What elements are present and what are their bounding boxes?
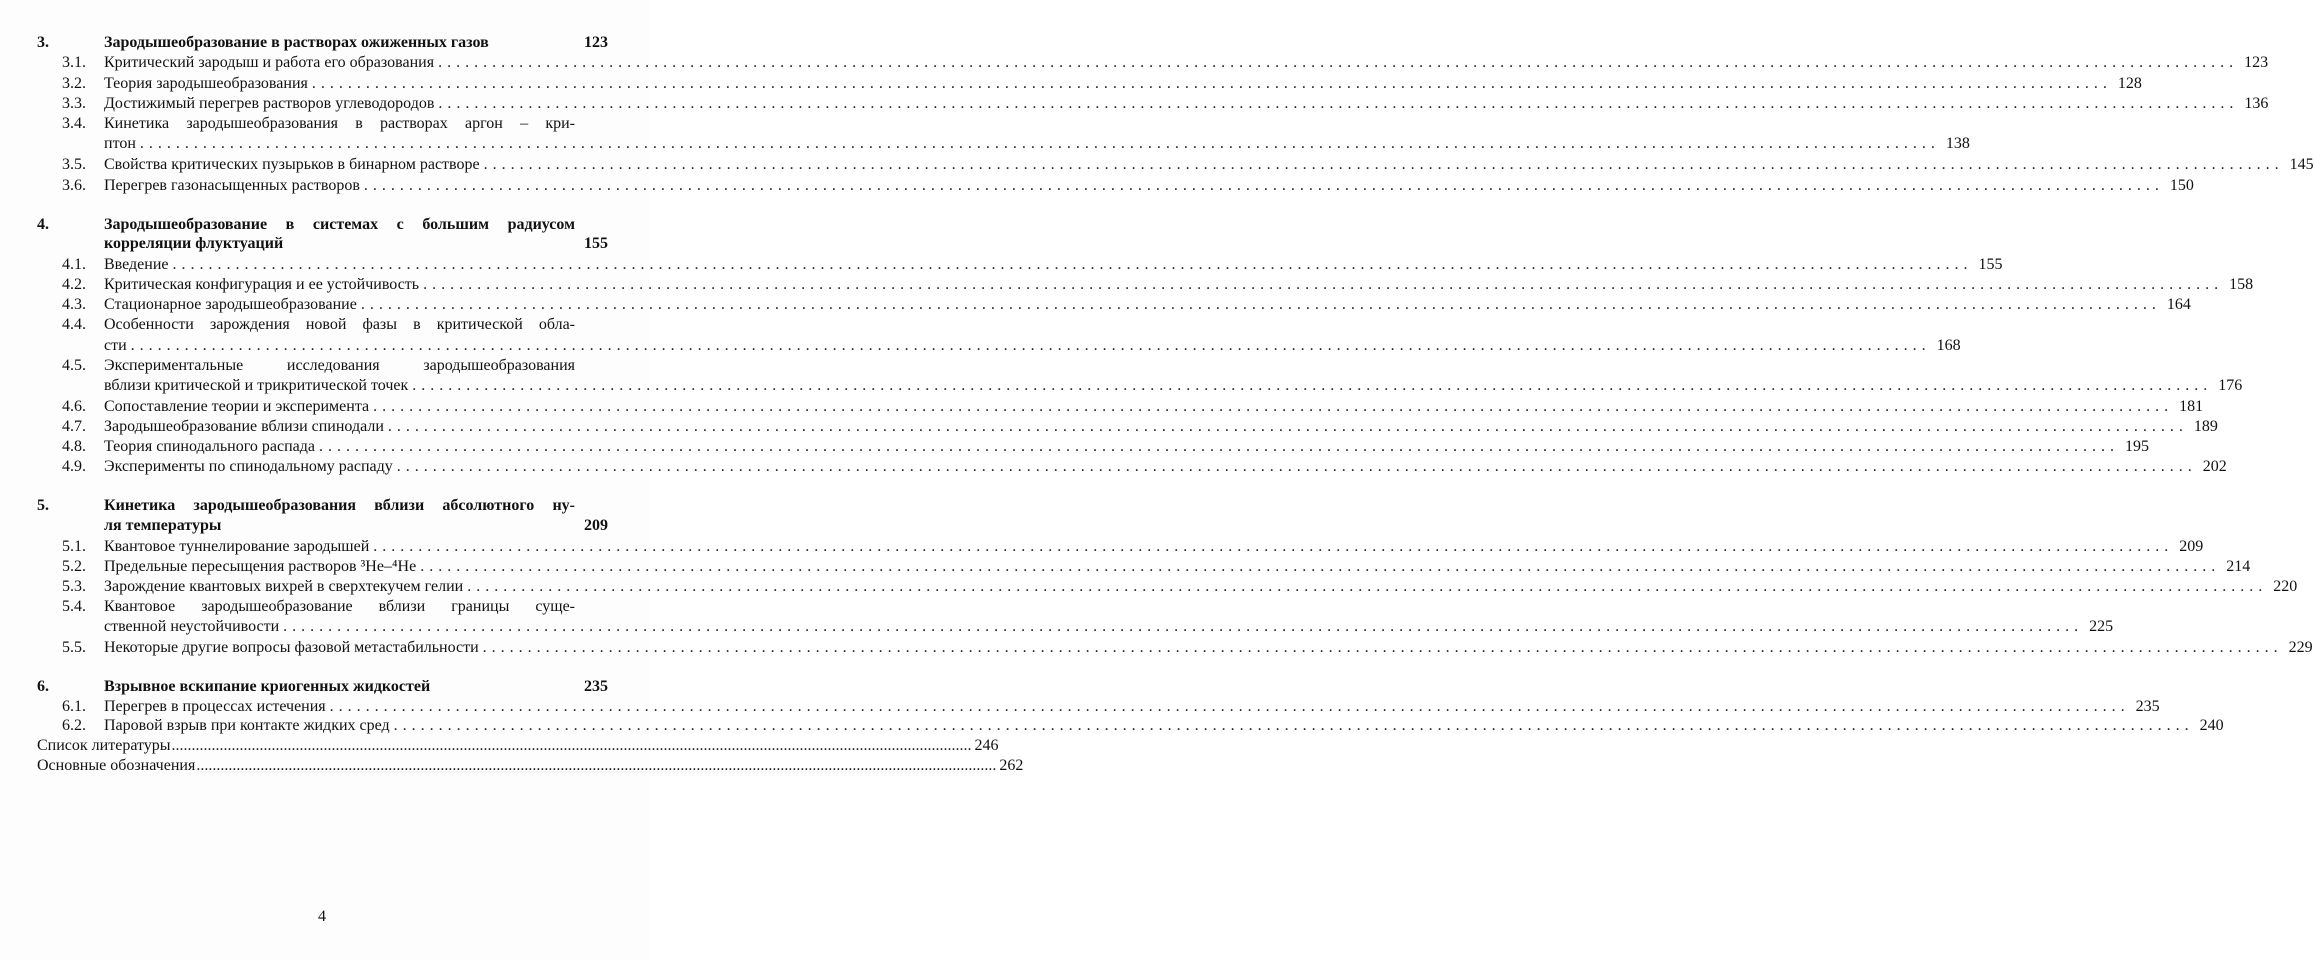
toc-entry[interactable] [0,716,2224,736]
toc-entry[interactable] [0,496,649,516]
dot-leader: ........................................................................................................................................................................................................ [423,276,2224,293]
entry-number: 6. [37,678,49,695]
entry-title: Сопоставление теории и эксперимента [104,398,370,415]
dot-leader: ........................................................................................................................................................................................................ [311,75,2112,92]
page-ref: 136 [2244,95,2269,112]
dot-leader: ........................................................................................................................................................................................................ [373,398,2174,415]
entry-number: 3. [37,34,49,51]
toc-entry[interactable] [0,94,2269,114]
toc-entry[interactable] [0,557,2251,577]
entry-title: ственной неустойчивости [104,618,280,635]
entry-number: 3.2. [62,75,86,92]
toc-entry[interactable] [0,437,2150,457]
dot-leader: ........................................................................................................................................................................................................ [363,177,2164,194]
page-ref: 225 [2089,618,2114,635]
dot-leader: ........................................................................................................................................................................................................ [483,156,2284,173]
page-ref: 128 [2117,75,2142,92]
entry-title: Основные обозначения [37,757,196,774]
dot-leader: ........................................................................................................................................................................................................ [171,737,972,754]
toc-entry[interactable] [0,537,2204,557]
entry-title: Особенности зарождения новой фазы в критической обла- [104,316,575,333]
entry-title: Зародышеобразование вблизи спинодали [104,418,384,435]
entry-title: Теория зародышеобразования [104,75,308,92]
toc-entry-continuation[interactable] [0,234,649,254]
toc-entry[interactable] [0,457,2227,477]
entry-title: Экспериментальные исследования зародышеобразования [104,357,575,374]
entry-title: птон [104,135,136,152]
page-ref: 202 [2202,458,2227,475]
dot-leader: ........................................................................................................................................................................................................ [130,337,1931,354]
dot-leader: ........................................................................................................................................................................................................ [373,538,2174,555]
entry-number: 4.1. [62,256,86,273]
dot-leader: ........................................................................................................................................................................................................ [172,256,1973,273]
entry-title: Достижимый перегрев растворов углеводородов [104,95,435,112]
entry-number: 6.2. [62,717,86,734]
page-ref: 123 [584,34,608,51]
toc-entry[interactable] [0,397,2204,417]
page-ref: 145 [2289,156,2314,173]
entry-number: 4.7. [62,418,86,435]
entry-title: Зародышеобразование в растворах ожиженных газов [104,34,489,51]
entry-title: вблизи критической и трикритической точек [104,377,409,394]
page-ref: 189 [2193,418,2218,435]
dot-leader [225,516,578,536]
page-ref: 235 [2135,698,2160,715]
dot-leader: ........................................................................................................................................................................................................ [420,558,2221,575]
entry-title: Квантовое туннелирование зародышей [104,538,370,555]
toc-entry[interactable] [0,597,649,617]
toc-entry-continuation[interactable] [0,516,649,536]
toc-entry[interactable] [0,736,999,756]
entry-title: Перегрев в процессах истечения [104,698,326,715]
entry-title: Некоторые другие вопросы фазовой метастабильности [104,639,479,656]
toc-entry[interactable] [0,255,2003,275]
entry-title: Эксперименты по спинодальному распаду [104,458,393,475]
dot-leader: ........................................................................................................................................................................................................ [467,578,2268,595]
entry-title: сти [104,337,127,354]
toc-entry[interactable] [0,417,2218,437]
toc-entry[interactable] [0,53,2269,73]
toc-entry-continuation[interactable] [0,617,2114,637]
entry-title: Зародышеобразование в системах с большим радиусом [104,216,575,233]
entry-title: Критический зародыш и работа его образования [104,54,435,71]
dot-leader: ........................................................................................................................................................................................................ [438,95,2239,112]
toc-entry[interactable] [0,295,2191,315]
entry-title: Квантовое зародышеобразование вблизи границы суще- [104,598,575,615]
entry-number: 3.6. [62,177,86,194]
entry-title: Список литературы [37,737,171,754]
toc-entry[interactable] [0,275,2254,295]
dot-leader: ........................................................................................................................................................................................................ [360,296,2161,313]
entry-title: ля температуры [104,517,222,534]
entry-number: 5. [37,497,49,514]
entry-title: Критическая конфигурация и ее устойчивость [104,276,420,293]
entry-number: 3.3. [62,95,86,112]
entry-title: Свойства критических пузырьков в бинарном растворе [104,156,480,173]
toc-entry-continuation[interactable] [0,134,1970,154]
entry-title: Перегрев газонасыщенных растворов [104,177,360,194]
entry-number: 5.4. [62,598,86,615]
page-ref: 209 [2179,538,2204,555]
page-ref: 220 [2273,578,2298,595]
entry-number: 4.6. [62,398,86,415]
toc-entry[interactable] [0,176,2194,196]
dot-leader: ........................................................................................................................................................................................................ [438,54,2239,71]
dot-leader: ........................................................................................................................................................................................................ [196,757,997,774]
page-ref: 246 [974,737,999,754]
page-ref: 181 [2179,398,2204,415]
entry-title: Кинетика зародышеобразования вблизи абсолютного ну- [104,497,575,514]
page-ref: 158 [2229,276,2254,293]
page-ref: 209 [584,517,608,534]
entry-title: Стационарное зародышеобразование [104,296,357,313]
dot-leader: ........................................................................................................................................................................................................ [283,618,2084,635]
entry-number: 4.4. [62,316,86,333]
entry-number: 4.3. [62,296,86,313]
page-ref: 176 [2218,377,2243,394]
dot-leader: ........................................................................................................................................................................................................ [319,438,2120,455]
dot-leader: ........................................................................................................................................................................................................ [396,458,2197,475]
entry-title: Введение [104,256,169,273]
toc-entry[interactable] [0,756,1024,776]
dot-leader [493,33,578,53]
entry-number: 5.3. [62,578,86,595]
entry-number: 4.5. [62,357,86,374]
entry-number: 3.1. [62,54,86,71]
entry-title: Теория спинодального распада [104,438,316,455]
entry-number: 3.5. [62,156,86,173]
entry-number: 4.2. [62,276,86,293]
dot-leader: ........................................................................................................................................................................................................ [329,698,2130,715]
dot-leader: ........................................................................................................................................................................................................ [412,377,2213,394]
toc-entry[interactable] [0,74,2142,94]
entry-number: 6.1. [62,698,86,715]
entry-title: Предельные пересыщения растворов ³He–⁴He [104,558,417,575]
entry-title: Паровой взрыв при контакте жидких сред [104,717,390,734]
entry-number: 5.1. [62,538,86,555]
dot-leader: ........................................................................................................................................................................................................ [139,135,1940,152]
toc-entry[interactable] [0,114,649,134]
entry-number: 4.8. [62,438,86,455]
page-ref: 123 [2244,54,2269,71]
dot-leader [287,234,578,254]
dot-leader: ........................................................................................................................................................................................................ [482,639,2283,656]
entry-number: 4. [37,216,49,233]
page-ref: 138 [1945,135,1970,152]
page-ref: 240 [2199,717,2224,734]
toc-entry-continuation[interactable] [0,376,2243,396]
toc-entry-continuation[interactable] [0,336,1961,356]
toc-entry[interactable] [0,33,649,53]
page-ref: 150 [2169,177,2194,194]
page-number: 4 [318,908,326,925]
page-ref: 235 [584,678,608,695]
entry-number: 4.9. [62,458,86,475]
entry-title: Взрывное вскипание криогенных жидкостей [104,678,431,695]
toc-entry[interactable] [0,638,2313,658]
page-ref: 262 [999,757,1024,774]
toc-entry[interactable] [0,155,2314,175]
dot-leader: ........................................................................................................................................................................................................ [393,717,2194,734]
page-ref: 164 [2166,296,2191,313]
toc-entry[interactable] [0,697,2160,717]
entry-number: 5.5. [62,639,86,656]
page-ref: 195 [2125,438,2150,455]
page-ref: 155 [584,235,608,252]
toc-entry[interactable] [0,315,649,335]
toc-entry[interactable] [0,215,649,235]
dot-leader: ........................................................................................................................................................................................................ [387,418,2188,435]
page-ref: 155 [1978,256,2003,273]
entry-title: Зарождение квантовых вихрей в сверхтекучем гелии [104,578,464,595]
entry-title: Кинетика зародышеобразования в растворах аргон – кри- [104,115,575,132]
entry-number: 3.4. [62,115,86,132]
page-ref: 168 [1936,337,1961,354]
entry-title: корреляции флуктуаций [104,235,284,252]
entry-number: 5.2. [62,558,86,575]
dot-leader [434,677,578,697]
toc-entry[interactable] [0,356,649,376]
page-ref: 214 [2226,558,2251,575]
toc-entry[interactable] [0,677,649,697]
page-ref: 229 [2288,639,2313,656]
toc-entry[interactable] [0,577,2298,597]
